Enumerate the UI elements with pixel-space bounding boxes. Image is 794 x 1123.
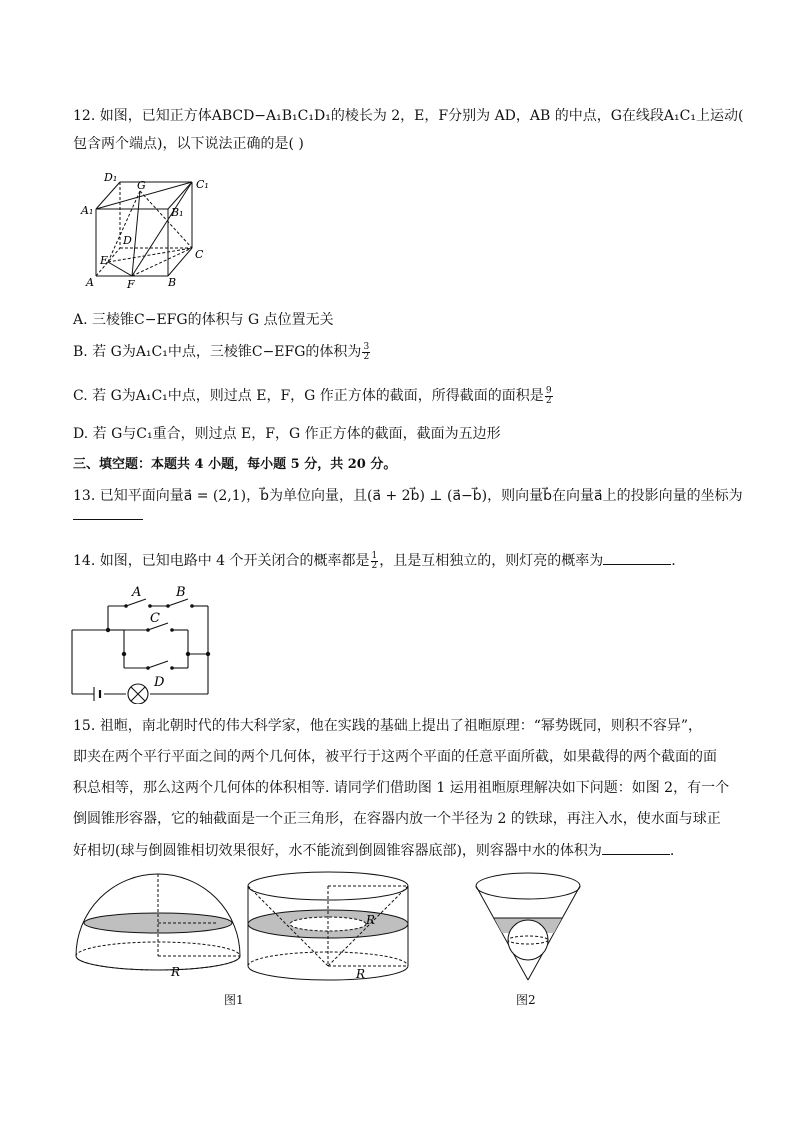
label-d: D [123,234,132,247]
label-c1: C₁ [196,178,209,191]
label-g: G [137,179,146,192]
cube-figure [78,170,218,290]
q15-line5: 好相切(球与倒圆锥相切效果很好，水不能流到倒圆锥容器底部)，则容器中水的体积为 . [73,840,674,861]
label-d1: D₁ [104,171,118,184]
fig1-r-cylinder-bottom: R [356,967,366,981]
label-e: E [100,254,109,267]
circuit-figure [64,582,224,704]
q15-line3: 积总相等，那么这两个几何体的体积相等. 请同学们借助图 1 运用祖暅原理解决如下问题：如图 2，有一个 [73,780,730,796]
switch-d-label: D [154,675,165,690]
q12-line2: 包含两个端点)，以下说法正确的是( ) [73,136,304,152]
q12-option-d: D. 若 G与C₁重合，则过点 E，F，G 作正方体的截面，截面为五边形 [73,426,501,442]
switch-c-label: C [150,611,160,626]
q14-answer-blank[interactable] [603,550,671,565]
fig2-caption: 图2 [516,993,536,1007]
section-heading: 三、填空题：本题共 4 小题，每小题 5 分，共 20 分。 [73,457,397,472]
q12-option-c: C. 若 G为A₁C₁中点，则过点 E，F，G 作正方体的截面，所得截面的面积是 $\frac{9}{2}$ [73,385,552,406]
q13-answer-blank[interactable] [73,519,143,520]
q15-line2: 即夹在两个平行平面之间的两个几何体，被平行于这两个平面的任意平面所截，如果截得的两个截面的面 [73,749,717,765]
switch-a-label: A [132,585,142,600]
fig1-r-hemisphere: R [171,965,181,979]
label-a: A [86,276,94,289]
q12-option-a: A. 三棱锥C−EFG的体积与 G 点位置无关 [73,312,334,328]
label-a1: A₁ [81,204,94,217]
q15-line1: 15. 祖暅，南北朝时代的伟大科学家，他在实践的基础上提出了祖暅原理：“幂势既同，则积不容异”， [73,718,703,734]
switch-b-label: B [176,585,186,600]
label-c: C [195,248,204,261]
label-b: B [168,276,177,289]
figure-1 [66,866,416,986]
q15-line4: 倒圆锥形容器，它的轴截面是一个正三角形，在容器内放一个半径为 2 的铁球，再注入水，使水面与球正 [73,811,721,827]
q14-line1: 14. 如图，已知电路中 4 个开关闭合的概率都是 $\frac{1}{2}$ ，且是互相独立的，则灯亮的概率为 . [73,550,676,571]
label-f: F [127,278,135,290]
q15-answer-blank[interactable] [602,840,670,855]
label-b1: B₁ [171,206,184,219]
q12-line1: 12. 如图，已知正方体ABCD−A₁B₁C₁D₁的棱长为 2，E，F分别为 AD，AB 的中点，G在线段A₁C₁上运动( [73,108,744,124]
q13-line1: 13. 已知平面向量a⃗ = (2,1)，b⃗为单位向量，且(a⃗ + 2b⃗) ⊥ (a⃗−b⃗)，则向量b⃗在向量a⃗上的投影向量的坐标为 [73,488,743,504]
q12-option-b: B. 若 G为A₁C₁中点，三棱锥C−EFG的体积为 $\frac{3}{2}$ [73,341,370,362]
fig1-r-cylinder-top: R [366,913,376,927]
fig1-caption: 图1 [224,993,244,1007]
figure-2 [470,868,590,986]
